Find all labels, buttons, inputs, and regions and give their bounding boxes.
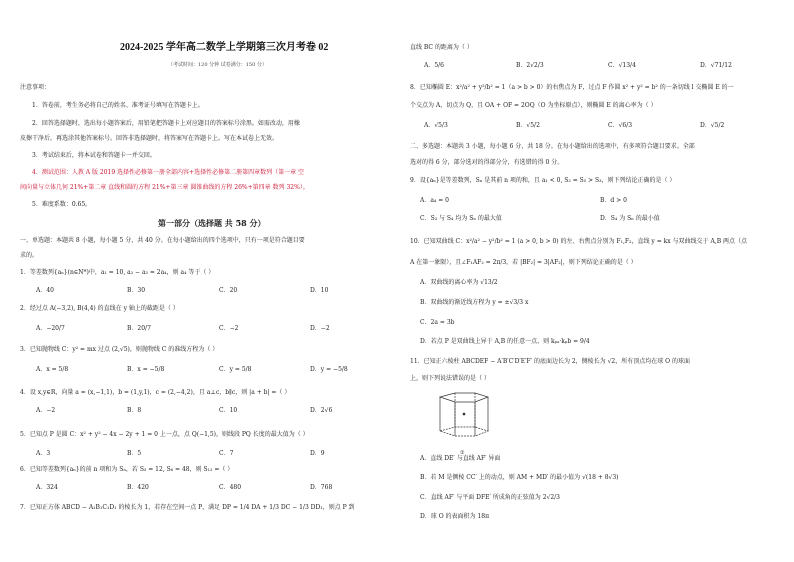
notice-item: 5．难度系数：0.65。 xyxy=(32,201,92,208)
option-b[interactable]: B．d > 0 xyxy=(600,197,627,204)
top-face xyxy=(440,393,488,402)
question-stem: 11．已知正六棱柱 ABCDEF − A′B′C′D′E′F′ 的底面边长为 2，侧棱长为 √2，所有顶点均在球 O 的球面 xyxy=(410,358,690,365)
option-a[interactable]: A．a₄ = 0 xyxy=(420,197,449,204)
notice-item: 皮擦干净后，再选涂其他答案标号。回答非选择题时，将答案写在答题卡上。写在本试卷上无效。 xyxy=(20,135,279,142)
exam-subtitle: （考试时间：120 分钟 试卷满分：150 分） xyxy=(168,62,267,68)
bottom-face xyxy=(440,427,488,436)
option-d[interactable]: D．y = −5/8 xyxy=(310,366,348,373)
option-b[interactable]: B．√5/2 xyxy=(516,122,540,129)
option-a[interactable]: A．−20/7 xyxy=(36,325,65,332)
option-d[interactable]: D．√5/2 xyxy=(700,122,725,129)
figure-caption: ① xyxy=(460,450,465,456)
question-stem: 10．已知双曲线 C：x²/a² − y²/b² = 1 (a > 0, b > 0) 的左、右焦点分别为 F₁,F₂，直线 y = kx 与双曲线交于 A,B 两点（点 xyxy=(410,238,748,245)
notice-item-scope: 4．测试范围：人教 A 版 2019 选择性必修第一册全部内容+选择性必修第二册第四章数列（第一章 空 xyxy=(32,169,304,176)
option-c[interactable]: C．直线 AF′ 与平面 DFE′ 所成角的正弦值为 2√2/3 xyxy=(420,494,560,501)
prism-diagram xyxy=(430,391,500,451)
option-b[interactable]: B．420 xyxy=(127,484,149,491)
question-stem: 2．经过点 A(−3,2), B(4,4) 的直线在 y 轴上的截距是（ ） xyxy=(20,305,179,312)
option-c[interactable]: C．10 xyxy=(219,407,238,414)
option-d[interactable]: D．9 xyxy=(310,450,325,457)
option-c[interactable]: C．y = 5/8 xyxy=(219,366,252,373)
notice-item: 2．回答选择题时，选出每小题答案后，用铅笔把答题卡上对应题目的答案标号涂黑。如需改动，用橡 xyxy=(32,120,300,127)
question-stem: 4．设 x,y∈R，向量 a = (x,−1,1)，b = (1,y,1)，c = (2,−4,2)，且 a⊥c，b∥c，则 |a + b| =（ ） xyxy=(20,389,291,396)
notice-item: 1．答卷前，考生务必将自己的姓名、准考证号填写在答题卡上。 xyxy=(32,102,204,109)
hexagonal-prism-figure xyxy=(430,391,500,454)
option-b[interactable]: B．2√2/3 xyxy=(516,62,544,69)
question-stem: 5．已知点 P 是圆 C：x² + y² − 4x − 2y + 1 = 0 上一点，点 Q(−1,5)，则线段 PQ 长度的最大值为（ ） xyxy=(20,431,309,438)
option-a[interactable]: A．324 xyxy=(36,484,58,491)
section-instructions-cont: 求的。 xyxy=(20,252,39,259)
notice-item-scope-cont: 间向量与立体几何 21%+第二章 直线和圆的方程 21%+第三章 圆锥曲线的方程 26%+第四章 数列 32%）。 xyxy=(20,184,309,191)
option-b[interactable]: B．5 xyxy=(127,450,142,457)
option-d[interactable]: D．2√6 xyxy=(310,407,333,414)
option-d[interactable]: D．−2 xyxy=(310,325,330,332)
option-d[interactable]: D．S₄ 为 Sₙ 的最小值 xyxy=(600,215,660,222)
section2-instructions-cont: 选对的得 6 分，部分选对的得部分分，有选错的得 0 分。 xyxy=(410,159,564,166)
notice-item: 3．考试结束后，将本试卷和答题卡一并交回。 xyxy=(32,152,156,159)
question-stem: 1．等差数列{aₙ}(n∈N*)中，a₁ = 10, a₂ − a₃ = 2a₄，则 a₄ 等于（ ） xyxy=(20,269,215,276)
option-c[interactable]: C．S₃ 与 S₄ 均为 Sₙ 的最大值 xyxy=(420,215,502,222)
question-stem: 3．已知抛物线 C：y² = mx 过点 (2,√5)，则抛物线 C 的准线方程为（ ） xyxy=(20,346,219,353)
option-a[interactable]: A．3 xyxy=(36,450,51,457)
option-c[interactable]: C．−2 xyxy=(219,325,239,332)
option-b[interactable]: B．x = −5/8 xyxy=(127,366,165,373)
option-b[interactable]: B．30 xyxy=(127,287,146,294)
option-c[interactable]: C．480 xyxy=(219,484,242,491)
option-d[interactable]: D．768 xyxy=(310,484,333,491)
notice-heading: 注意事项： xyxy=(20,84,51,91)
option-a[interactable]: A．5/6 xyxy=(424,62,444,69)
option-a[interactable]: A．双曲线的离心率为 √13/2 xyxy=(420,279,498,286)
option-b[interactable]: B．20/7 xyxy=(127,325,151,332)
option-c[interactable]: C．20 xyxy=(219,287,238,294)
question-stem: 7．已知正方体 ABCD − A₁B₁C₁D₁ 的棱长为 1，若存在空间一点 P，满足 DP = 1/4 DA + 1/3 DC − 1/3 DD₁，则点 P 到 xyxy=(20,504,355,511)
question-stem: 8．已知椭圆 E：x²/a² + y²/b² = 1（a > b > 0）的右焦点为 F，过点 F 作圆 x² + y² = b² 的一条切线 l 交椭圆 E 的一 xyxy=(410,84,734,91)
question-stem-cont: A 在第一象限），且∠F₁AF₂ = 2π/3，若 |BF₂| = 3|AF₂|，则下列结论正确的是（ ） xyxy=(410,259,637,266)
option-d[interactable]: D．若点 P 是双曲线上异于 A,B 的任意一点，则 kₚₐ·kₚb = 9/4 xyxy=(420,338,590,345)
option-c[interactable]: C．7 xyxy=(219,450,234,457)
option-b[interactable]: B．双曲线的渐近线方程为 y = ±√3/3 x xyxy=(420,299,529,306)
option-b[interactable]: B．若 M 是侧棱 CC′ 上的动点，则 AM + MD′ 的最小值为 √(18 + 8√3) xyxy=(420,474,619,481)
section2-instructions: 二、多选题：本题共 3 小题，每小题 6 分，共 18 分。在每小题给出的选项中，有多项符合题目要求。全部 xyxy=(410,143,695,150)
option-a[interactable]: A．√5/3 xyxy=(424,122,448,129)
option-a[interactable]: A．40 xyxy=(36,287,54,294)
option-c[interactable]: C．√13/4 xyxy=(608,62,636,69)
option-d[interactable]: D．√71/12 xyxy=(700,62,732,69)
question-stem: 9．设{aₙ}是等差数列，Sₙ 是其前 n 项的和，且 a₁ < 0, S₂ = S₅ > S₃，则下列结论正确的是（ ） xyxy=(410,177,676,184)
option-d[interactable]: D．10 xyxy=(310,287,329,294)
option-a[interactable]: A．直线 DE′ 与直线 AF′ 异面 xyxy=(420,455,501,462)
section-instructions: 一、单选题：本题共 8 小题，每小题 5 分，共 40 分。在每小题给出的四个选项中，只有一项是符合题目要 xyxy=(20,237,305,244)
question-stem-cont: 上，则下列说法错误的是（ ） xyxy=(410,375,490,382)
option-d[interactable]: D．球 O 的表面积为 18π xyxy=(420,513,490,520)
question-stem-cont: 直线 BC 的距离为（ ） xyxy=(410,44,473,51)
option-c[interactable]: C．√6/3 xyxy=(608,122,633,129)
exam-title: 2024-2025 学年高二数学上学期第三次月考卷 02 xyxy=(120,42,329,53)
option-a[interactable]: A．x = 5/8 xyxy=(36,366,69,373)
question-stem-cont: 个交点为 A，切点为 Q，且 OA + OF = 2OQ（O 为坐标原点），则椭圆 E 的离心率为（ ） xyxy=(410,102,657,109)
option-b[interactable]: B．8 xyxy=(127,407,142,414)
option-c[interactable]: C．2a = 3b xyxy=(420,319,455,326)
question-stem: 6．已知等差数列{aₙ}的前 n 项和为 Sₙ，若 S₃ = 12, S₆ = 48，则 S₁₂ =（ ） xyxy=(20,466,234,473)
option-a[interactable]: A．−2 xyxy=(36,407,56,414)
part1-title: 第一部分（选择题 共 58 分） xyxy=(158,218,266,228)
